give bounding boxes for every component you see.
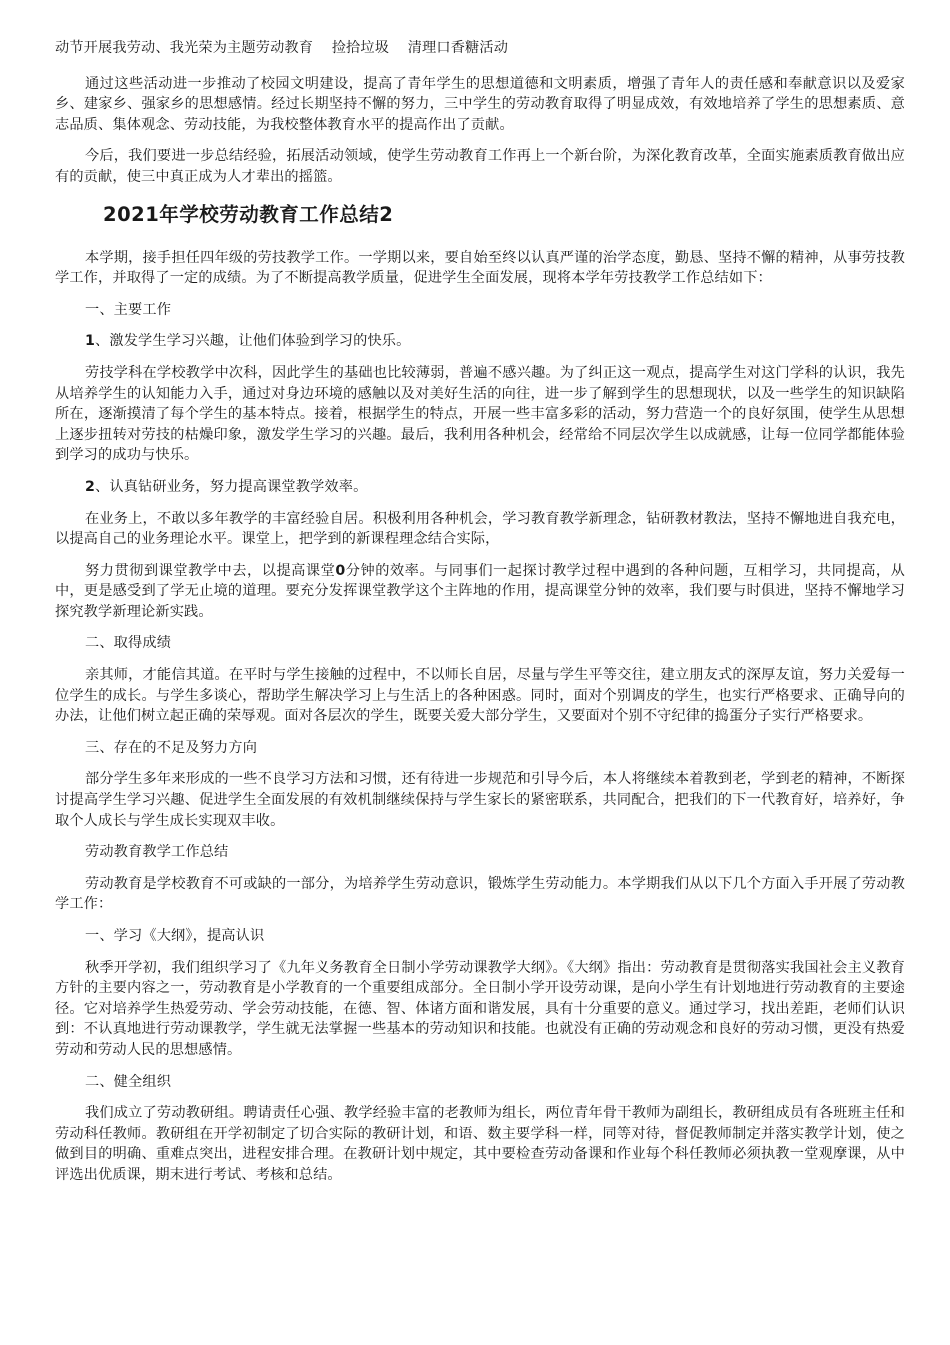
subheading-1 bbox=[55, 331, 905, 352]
section-heading-shortcomings: 三、存在的不足及努力方向 bbox=[85, 739, 258, 756]
paragraph-1: 本学期，接手担任四年级的劳技教学工作。一学期以来，要自始至终以认真严谨的治学态度，勤恳、坚持不懈的精神，从事劳技教学工作，并取得了一定的成绩。为了不断提高教学质量，促进学生全面发展，现将本学年劳技教学工作总结如下： bbox=[55, 249, 905, 287]
subheading-2-text: 、认真钻研业务，努力提高课堂教学效率。 bbox=[95, 478, 368, 495]
section-heading-main-work: 一、主要工作 bbox=[85, 301, 172, 318]
paragraph-2: 劳技学科在学校教学中次科，因此学生的基础也比较薄弱，普遍不感兴趣。为了纠正这一观点，提高学生对这门学科的认识，我先从培养学生的认知能力入手，通过对身边环境的感触以及对美好生活的向往，进一步了解到学生的思想现状，以及一些学生的知识缺陷所在，逐渐摸清了每个学生的基本特点。接着，根据学生的特点，开展一些丰富多彩的活动，努力营造一个的良好氛围，使学生从思想上逐步扭转对劳技的枯燥印象，激发学生学习的兴趣。最后，我利用各种机会，经常给不同层次学生以成就感，让每一位同学都能体验到学习的成功与快乐。 bbox=[55, 364, 905, 464]
top-fragment-line: 动节开展我劳动、我光荣为主题劳动教育 捡拾垃圾 清理口香糖活动 bbox=[55, 40, 509, 56]
subheading-1-text: 、激发学生学习兴趣，让他们体验到学习的快乐。 bbox=[95, 333, 411, 350]
document-page bbox=[55, 38, 905, 1197]
paragraph-7: 劳动教育是学校教育不可或缺的一部分，为培养学生劳动意识，锻炼学生劳动能力。本学期我们从以下几个方面入手开展了劳动教学工作： bbox=[55, 875, 905, 913]
paragraph-9: 我们成立了劳动教研组。聘请责任心强、教学经验丰富的老教师为组长，两位青年骨干教师为副组长，教研组成员有各班班主任和劳动科任教师。教研组在开学初制定了切合实际的教研计划，和语、数主要学科一样，同等对待，督促教师制定并落实教学计划，使之做到目的明确、重难点突出，进程安排合理。在教研计划中规定，其中要检查劳动备课和作业每个科任教师必须执教一堂观摩课，从中评选出优质课，期末进行考试、考核和总结。 bbox=[55, 1105, 905, 1183]
paragraph-3: 在业务上，不敢以多年教学的丰富经验自居。积极利用各种机会，学习教育教学新理念，钻研教材教法，坚持不懈地进自我充电，以提高自己的业务理论水平。课堂上，把学到的新课程理念结合实际， bbox=[55, 510, 905, 548]
section-heading-achievements: 二、取得成绩 bbox=[85, 635, 172, 652]
intro-paragraph-1: 通过这些活动进一步推动了校园文明建设，提高了青年学生的思想道德和文明素质，增强了青年人的责任感和奉献意识以及爱家乡、建家乡、强家乡的思想感情。经过长期坚持不懈的努力，三中学生的劳动教育取得了明显成效，有效地培养了学生的思想素质、意志品质、集体观念、劳动技能，为我校整体教育水平的提高作出了贡献。 bbox=[55, 75, 905, 133]
section-heading-study-syllabus: 一、学习《大纲》，提高认识 bbox=[85, 928, 265, 944]
intro-paragraph-2: 今后，我们要进一步总结经验，拓展活动领域，使学生劳动教育工作再上一个新台阶，为深化教育改革，全面实施素质教育做出应有的贡献，使三中真正成为人才辈出的摇篮。 bbox=[55, 148, 905, 185]
subheading-1-number: 1 bbox=[85, 333, 96, 350]
paragraph-4-number: 0 bbox=[335, 562, 346, 579]
paragraph-4-part-c: 分钟的效率。与同事们一起探讨教学过程中遇到的各种问题，互相学习，共同提高，从中，更是感受到了学无止境的道理。要充分发挥课堂教学这个主阵地的作用，提高课堂分钟的效率，我们要与时俱进，坚持不懈地学习探究教学新理论新实践。 bbox=[55, 562, 905, 620]
paragraph-8: 秋季开学初，我们组织学习了《九年义务教育全日制小学劳动课教学大纲》。《大纲》指出：劳动教育是贯彻落实我国社会主义教育方针的主要内容之一，劳动教育是小学教育的一个重要组成部分。全日制小学开设劳动课，是向小学生有计划地进行劳动教育的主要途径。它对培养学生热爱劳动、学会劳动技能，在德、智、体诸方面和谐发展，具有十分重要的意义。通过学习，找出差距，老师们认识到：不认真地进行劳动课教学，学生就无法掌握一些基本的劳动知识和技能。也就没有正确的劳动观念和良好的劳动习惯，更没有热爱劳动和劳动人民的思想感情。 bbox=[55, 959, 905, 1058]
section-heading-labor-teaching: 劳动教育教学工作总结 bbox=[85, 844, 229, 861]
section-heading-organization: 二、健全组织 bbox=[85, 1073, 172, 1090]
subheading-2 bbox=[55, 477, 905, 498]
paragraph-4-part-a: 努力贯彻到课堂教学中去，以提高课堂 bbox=[85, 562, 336, 579]
paragraph-6: 部分学生多年来形成的一些不良学习方法和习惯，还有待进一步规范和引导今后，本人将继续本着教到老，学到老的精神，不断探讨提高学生学习兴趣、促进学生全面发展的有效机制继续保持与学生家长的紧密联系，共同配合，把我们的下一代教育好，培养好，争取个人成长与学生成长实现双丰收。 bbox=[55, 771, 905, 829]
subheading-2-number: 2 bbox=[85, 478, 96, 495]
paragraph-5: 亲其师，才能信其道。在平时与学生接触的过程中，不以师长自居，尽量与学生平等交往，建立朋友式的深厚友谊，努力关爱每一位学生的成长。与学生多谈心，帮助学生解决学习上与生活上的各种困惑。同时，面对个别调皮的学生，也实行严格要求、正确导向的办法，让他们树立起正确的荣辱观。面对各层次的学生，既要关爱大部分学生，又要面对个别不守纪律的捣蛋分子实行严格要求。 bbox=[55, 667, 905, 725]
document-title: 2021年学校劳动教育工作总结2 bbox=[103, 202, 394, 226]
paragraph-4 bbox=[55, 561, 905, 623]
